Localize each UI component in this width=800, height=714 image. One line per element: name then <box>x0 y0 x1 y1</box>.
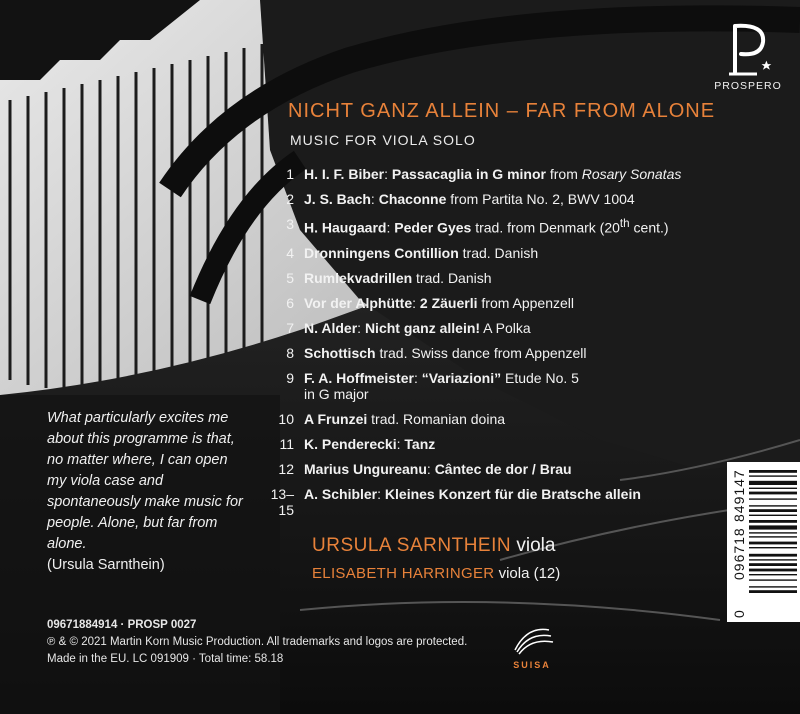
composer: N. Alder <box>304 319 358 336</box>
barcode-bar <box>749 586 797 587</box>
track-row <box>262 436 722 452</box>
barcode-bar <box>749 542 797 545</box>
track-number: 9 <box>286 369 294 386</box>
catalog-code: 09671884914 · PROSP 0027 <box>47 619 197 631</box>
credits <box>47 617 467 668</box>
track-number: 7 <box>286 319 294 336</box>
track-title <box>304 345 722 361</box>
tracklist <box>262 166 722 527</box>
work-source: Rosary Sonatas <box>581 166 682 182</box>
work-title: Passacaglia in G minor <box>391 166 546 182</box>
composer: Vor der Alphütte <box>304 294 413 311</box>
track-row <box>262 486 722 518</box>
work-title: Peder Gyes <box>394 219 472 236</box>
barcode-bar <box>749 590 797 593</box>
work-detail: trad. Danish <box>458 244 539 261</box>
composer: F. A. Hoffmeister <box>304 369 414 386</box>
track-row <box>262 216 722 236</box>
composer: H. I. F. Biber <box>304 166 385 182</box>
barcode-digit-first: 0 <box>731 609 747 618</box>
track-row <box>262 191 722 207</box>
composer: Schottisch <box>304 344 376 361</box>
composer: J. S. Bach <box>304 191 371 207</box>
track-title <box>304 370 722 402</box>
separator: : <box>386 219 395 236</box>
barcode-bar <box>749 559 797 560</box>
quote-block <box>47 408 247 576</box>
separator: : <box>370 191 379 207</box>
album-title: NICHT GANZ ALLEIN – FAR FROM ALONE <box>288 100 716 122</box>
track-number: 6 <box>286 294 294 311</box>
separator: : <box>357 319 365 336</box>
artist-secondary <box>312 565 560 582</box>
separator: : <box>384 166 392 182</box>
barcode-bar <box>749 554 797 557</box>
prospero-p-icon <box>723 20 773 78</box>
composer: Rumlekvadrillen <box>304 269 413 286</box>
track-row <box>262 166 722 182</box>
prospero-logo <box>713 20 783 98</box>
barcode-bar <box>749 505 797 506</box>
track-row <box>262 411 722 427</box>
track-row <box>262 295 722 311</box>
work-detail: Etude No. 5 <box>501 369 579 386</box>
composer: K. Penderecki <box>304 435 397 452</box>
work-detail: trad. Romanian doina <box>367 410 506 427</box>
track-number: 3 <box>286 216 294 232</box>
track-title <box>304 411 722 427</box>
composer: Dronningens Contillion <box>304 244 459 261</box>
suisa-label: SUISA <box>513 660 551 670</box>
work-detail: trad. Danish <box>412 269 492 286</box>
composer: Marius Ungureanu <box>304 460 427 477</box>
composer: A Frunzei <box>304 410 368 427</box>
work-detail: from Appenzell <box>477 294 574 311</box>
artist-primary <box>312 535 555 557</box>
barcode-bar <box>749 492 797 495</box>
artist-name: ELISABETH HARRINGER <box>312 565 495 582</box>
barcode-bar <box>749 498 797 499</box>
track-row <box>262 370 722 402</box>
barcode-bar <box>749 475 797 476</box>
work-title: Tanz <box>404 435 436 452</box>
barcode-bar <box>749 525 797 529</box>
suisa-logo <box>507 620 557 676</box>
work-detail-line2: in G major <box>304 385 369 402</box>
barcode-bar <box>749 563 797 566</box>
ordinal-suffix: th <box>619 217 630 230</box>
track-row <box>262 245 722 261</box>
work-detail: trad. from Denmark (20 <box>471 219 620 236</box>
barcode-bar <box>749 579 797 580</box>
artist-name: URSULA SARNTHEIN <box>312 535 512 556</box>
work-title: “Variazioni” <box>421 369 502 386</box>
work-title: Chaconne <box>378 191 447 207</box>
separator: : <box>377 485 385 502</box>
barcode-bar <box>749 569 797 572</box>
separator: : <box>426 460 435 477</box>
barcode-digits-left: 096718 <box>731 527 747 580</box>
work-detail: A Polka <box>480 319 531 336</box>
barcode-bar <box>749 547 797 548</box>
track-number: 11 <box>279 435 294 452</box>
work-detail: trad. Swiss dance from Appenzell <box>375 344 587 361</box>
barcode-bar <box>749 532 797 533</box>
track-title <box>304 166 722 182</box>
track-title <box>304 320 722 336</box>
separator: : <box>412 294 420 311</box>
work-title: Kleines Konzert für die Bratsche allein <box>384 485 641 502</box>
composer: H. Haugaard <box>304 219 387 236</box>
track-row <box>262 270 722 286</box>
work-detail-end: cent.) <box>629 219 669 236</box>
track-title <box>304 295 722 311</box>
barcode-bar <box>749 470 797 473</box>
barcode-bar <box>749 509 797 512</box>
track-row <box>262 320 722 336</box>
work-detail: from Partita No. 2, BWV 1004 <box>446 191 635 207</box>
track-row <box>262 461 722 477</box>
track-title <box>304 436 722 452</box>
track-number: 13–15 <box>270 485 294 518</box>
track-number: 1 <box>286 166 294 182</box>
track-title <box>304 216 722 236</box>
barcode-bar <box>749 481 797 485</box>
barcode-bar <box>749 520 797 523</box>
composer: A. Schibler <box>304 485 378 502</box>
quote-text: What particularly excites me about this programme is that, no matter where, I can open my viola case and spontaneously make music for people. Alone, but far from alone. <box>47 410 243 552</box>
copyright-line: ℗ & © 2021 Martin Korn Music Production. All trademarks and logos are protected. <box>47 636 468 648</box>
track-number: 5 <box>286 269 294 286</box>
track-number: 2 <box>286 191 294 207</box>
separator: : <box>396 435 405 452</box>
suisa-wave-icon <box>507 620 557 660</box>
barcode <box>727 462 800 622</box>
track-number: 12 <box>278 460 294 477</box>
barcode-bar <box>749 574 797 575</box>
barcode-bar <box>749 488 797 489</box>
artist-role: viola <box>511 535 556 556</box>
work-title: 2 Zäuerli <box>419 294 478 311</box>
album-subtitle: MUSIC FOR VIOLA SOLO <box>290 132 476 148</box>
barcode-bar <box>749 515 797 516</box>
track-number: 10 <box>278 410 294 427</box>
work-title: Nicht ganz allein! <box>364 319 481 336</box>
label-name: PROSPERO <box>714 80 782 92</box>
work-title: Cântec de dor / Brau <box>434 460 572 477</box>
barcode-bar <box>749 536 797 537</box>
quote-attribution: (Ursula Sarnthein) <box>47 557 165 573</box>
barcode-digits-right: 849147 <box>731 469 747 522</box>
track-title <box>304 486 722 518</box>
track-number: 4 <box>286 244 294 261</box>
track-title <box>304 245 722 261</box>
track-title <box>304 461 722 477</box>
track-title <box>304 270 722 286</box>
track-title <box>304 191 722 207</box>
track-row <box>262 345 722 361</box>
track-number: 8 <box>286 344 294 361</box>
manufacture-line: Made in the EU. LC 091909 · Total time: 58.18 <box>47 653 284 665</box>
work-detail: from <box>545 166 582 182</box>
artist-role: viola (12) <box>494 565 561 582</box>
separator: : <box>413 369 422 386</box>
